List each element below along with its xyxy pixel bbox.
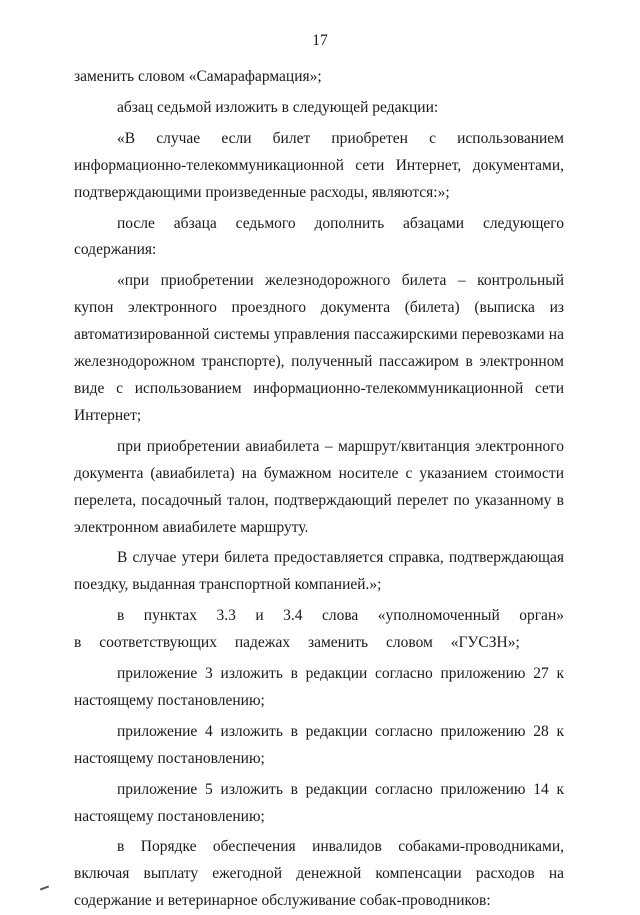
paragraph-8: в пунктах 3.3 и 3.4 слова «уполномоченный орган» в соответствующих падежах заменить словом «ГУСЗН»; [74, 607, 564, 652]
page-number: 17 [312, 32, 328, 49]
paragraph-10: приложение 4 изложить в редакции согласно приложению 28 к настоящему постановлению; [74, 722, 564, 767]
paragraph-12: в Порядке обеспечения инвалидов собаками-проводниками, включая выплату ежегодной денежной компенсации расходов на содержание и ветеринарное обслуживание собак-проводников: [74, 838, 564, 910]
paragraph-5: «при приобретении железнодорожного билета – контрольный купон электронного проездного документа (билета) (выписка из автоматизированной системы управления пассажирскими перевозками на железнодорожном транспорте), полученный пассажиром в электронном виде с использованием информационно-телекоммуникационной сети Интернет; [74, 272, 564, 424]
paragraph-3: «В случае если билет приобретен с использованием информационно-телекоммуникационной сети Интернет, документами, подтверждающими произведенные расходы, являются:»; [74, 129, 564, 201]
paragraph-2: абзац седьмой изложить в следующей редакции: [117, 98, 439, 116]
paragraph-4: после абзаца седьмого дополнить абзацами следующего содержания: [74, 214, 564, 259]
paragraph-6: при приобретении авиабилета – маршрут/квитанция электронного документа (авиабилета) на бумажном носителе с указанием стоимости перелета, посадочный талон, подтверждающий перелет по указанному в электронном авиабилете маршруту. [74, 437, 564, 536]
document-body [74, 64, 564, 915]
paragraph-11: приложение 5 изложить в редакции согласно приложению 14 к настоящему постановлению; [74, 780, 564, 825]
paragraph-9: приложение 3 изложить в редакции согласно приложению 27 к настоящему постановлению; [74, 665, 564, 709]
scan-mark [40, 886, 49, 891]
paragraph-1: заменить словом «Самарафармация»; [74, 68, 322, 85]
paragraph-7: В случае утери билета предоставляется справка, подтверждающая поездку, выданная транспортной компанией.»; [74, 549, 564, 594]
